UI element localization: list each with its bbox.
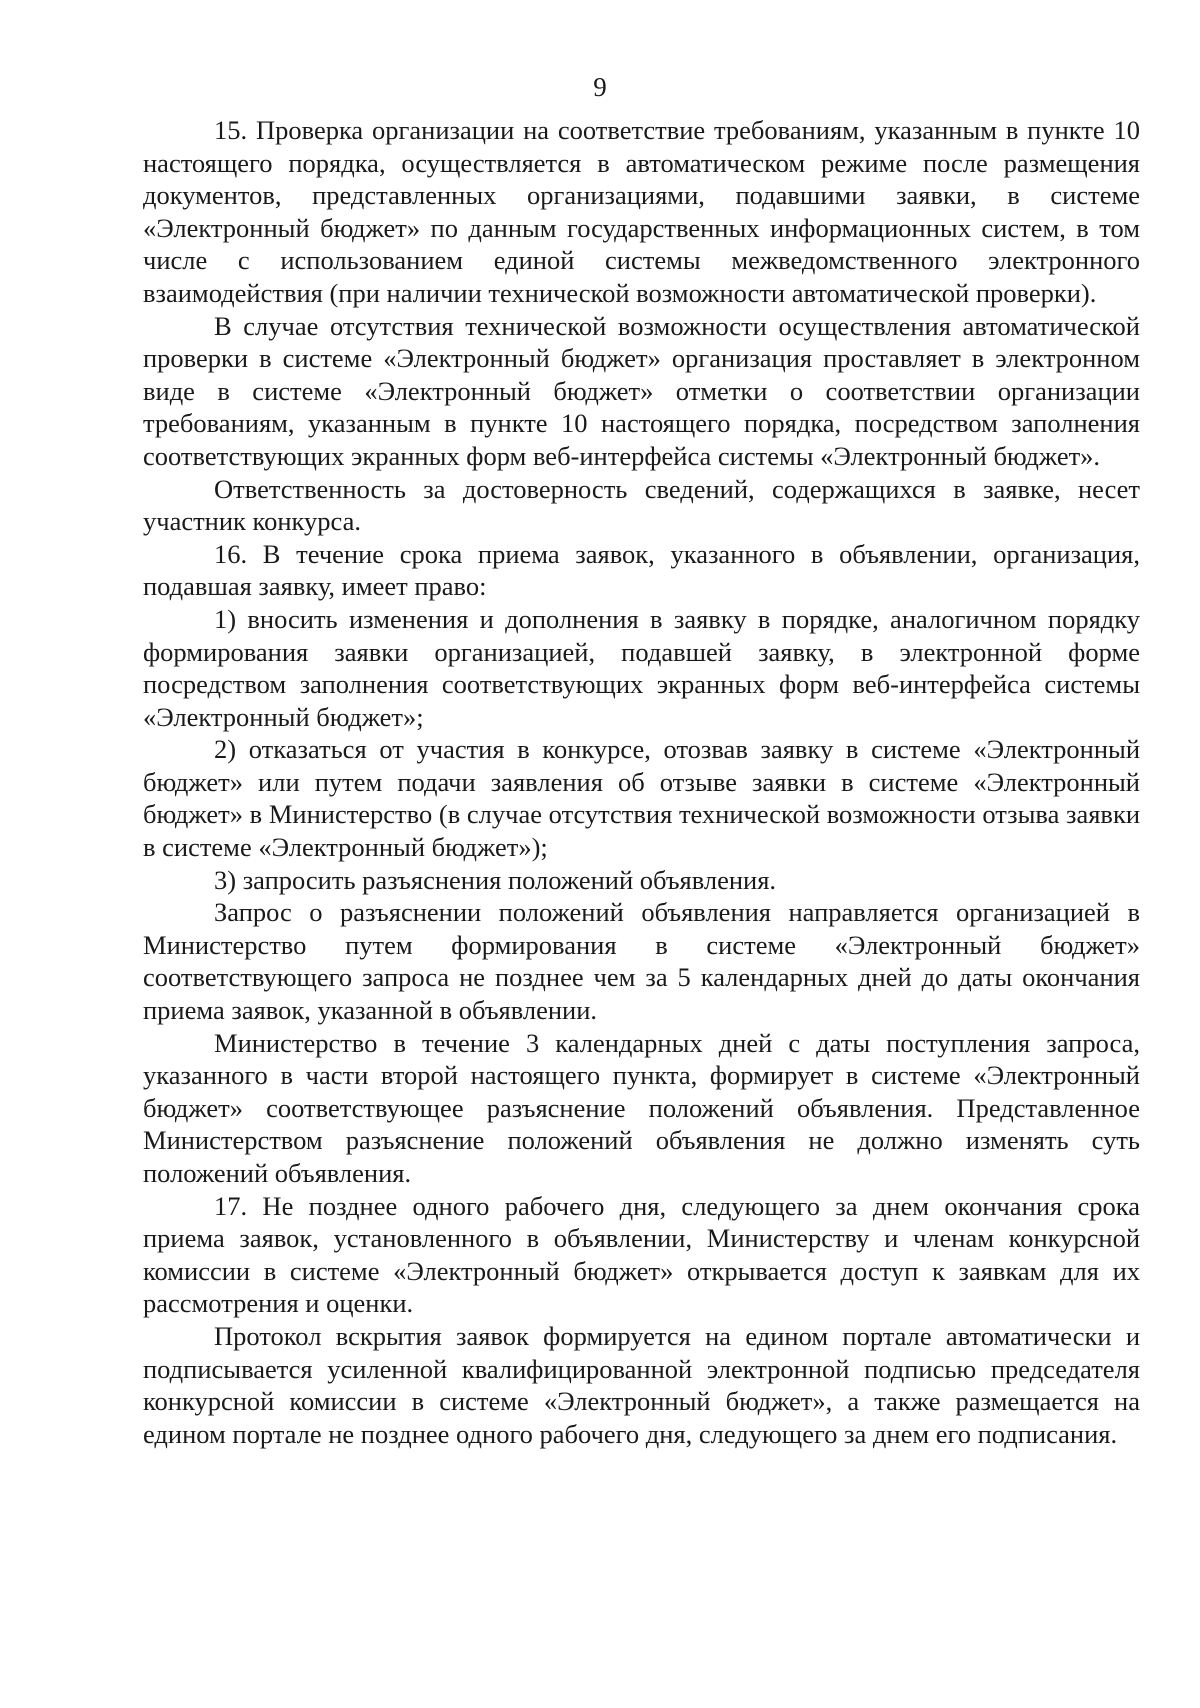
list-item-1-amendments: 1) вносить изменения и дополнения в заявку в порядке, аналогичном порядку формирования заявки организацией, подавшей заявку, в электронной форме посредством заполнения соответствующих экранных форм веб-интерфейса системы «Электронный бюджет»; <box>143 603 1140 732</box>
paragraph-17-access: 17. Не позднее одного рабочего дня, следующего за днем окончания срока приема заявок, установленного в объявлении, Министерству и членам конкурсной комиссии в системе «Электронный бюджет» открывается доступ к заявкам для их рассмотрения и оценки. <box>143 1190 1140 1319</box>
list-item-2-withdraw: 2) отказаться от участия в конкурсе, отозвав заявку в системе «Электронный бюджет» или путем подачи заявления об отзыве заявки в системе «Электронный бюджет» в Министерство (в случае отсутствия технической возможности отзыва заявки в системе «Электронный бюджет»); <box>143 734 1140 863</box>
paragraph-opening-protocol: Протокол вскрытия заявок формируется на едином портале автоматически и подписывается усиленной квалифицированной электронной подписью председателя конкурсной комиссии в системе «Электронный бюджет», а также размещается на едином портале не позднее одного рабочего дня, следующего за днем его подписания. <box>143 1320 1140 1449</box>
paragraph-clarification-request: Запрос о разъяснении положений объявления направляется организацией в Министерство путем формирования в системе «Электронный бюджет» соответствующего запроса не позднее чем за 5 календарных дней до даты окончания приема заявок, указанной в объявлении. <box>143 897 1140 1026</box>
document-body <box>143 114 1140 1450</box>
paragraph-responsibility: Ответственность за достоверность сведений, содержащихся в заявке, несет участник конкурса. <box>143 473 1140 537</box>
paragraph-15-verification: 15. Проверка организации на соответствие требованиям, указанным в пункте 10 настоящего порядка, осуществляется в автоматическом режиме после размещения документов, представленных организациями, подавшими заявки, в системе «Электронный бюджет» по данным государственных информационных систем, в том числе с использованием единой системы межведомственного электронного взаимодействия (при наличии технической возможности автоматической проверки). <box>143 115 1140 308</box>
paragraph-ministry-response: Министерство в течение 3 календарных дней с даты поступления запроса, указанного в части второй настоящего пункта, формирует в системе «Электронный бюджет» соответствующее разъяснение положений объявления. Представленное Министерством разъяснение положений объявления не должно изменять суть положений объявления. <box>143 1027 1140 1188</box>
page-number: 9 <box>593 72 607 102</box>
paragraph-no-technical-possibility: В случае отсутствия технической возможности осуществления автоматической проверки в системе «Электронный бюджет» организация проставляет в электронном виде в системе «Электронный бюджет» отметки о соответствии организации требованиям, указанным в пункте 10 настоящего порядка, посредством заполнения соответствующих экранных форм веб-интерфейса системы «Электронный бюджет». <box>143 310 1140 471</box>
paragraph-16-rights: 16. В течение срока приема заявок, указанного в объявлении, организация, подавшая заявку, имеет право: <box>143 538 1140 602</box>
list-item-3-clarifications: 3) запросить разъяснения положений объявления. <box>214 864 777 895</box>
